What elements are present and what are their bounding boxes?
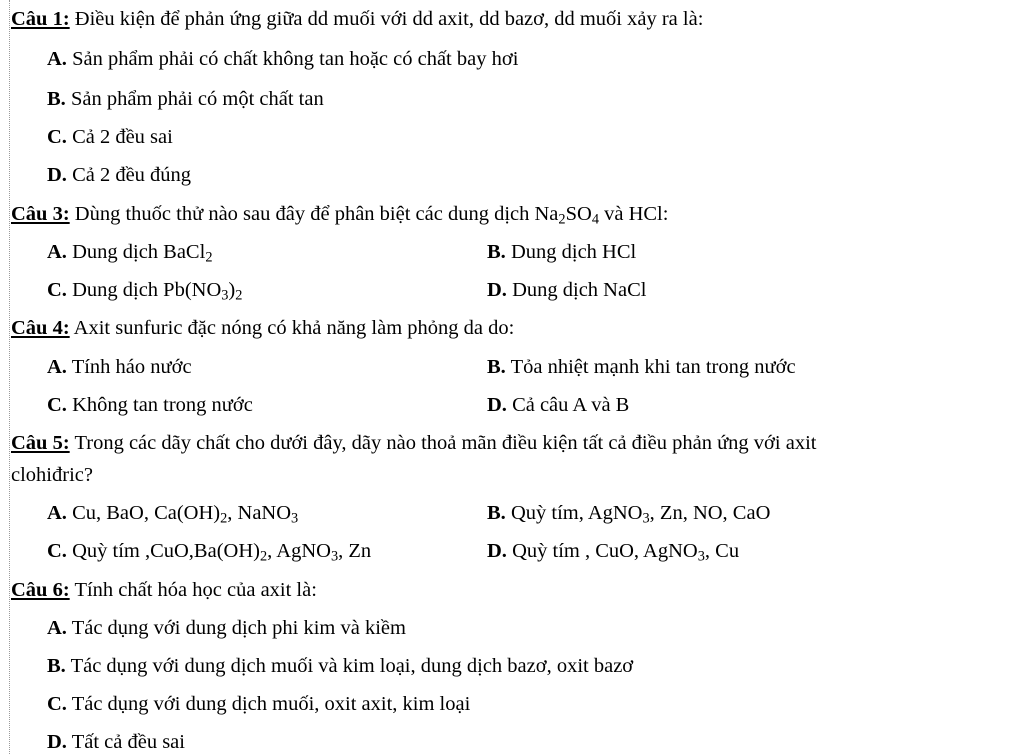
question-text: Dùng thuốc thử nào sau đây để phân biệt các dung dịch $Na_2SO_4$ và HCl: bbox=[74, 203, 669, 228]
question-6-stem bbox=[11, 576, 317, 604]
question-3-stem bbox=[11, 200, 668, 228]
answer-option: D. Cả câu A và B bbox=[487, 394, 630, 416]
answer-option: B. Tác dụng với dung dịch muối và kim loại, dung dịch bazơ, oxit bazơ bbox=[47, 655, 634, 677]
page-margin-line bbox=[9, 0, 10, 754]
answer-option: B. Dung dịch HCl bbox=[487, 241, 637, 263]
answer-option: A. Sản phẩm phải có chất không tan hoặc có chất bay hơi bbox=[47, 48, 519, 70]
answer-option: C. Tác dụng với dung dịch muối, oxit axit, kim loại bbox=[47, 693, 471, 715]
question-text: Điều kiện để phản ứng giữa dd muối với dd axit, dd bazơ, dd muối xảy ra là: bbox=[74, 8, 704, 30]
question-text: Trong các dãy chất cho dưới đây, dãy nào thoả mãn điều kiện tất cả điều phản ứng với axit bbox=[74, 432, 817, 454]
answer-option: C. Không tan trong nước bbox=[47, 394, 253, 416]
answer-option: A. Cu, BaO, $Ca(OH)_2$, NaNO$_3$ bbox=[47, 502, 299, 527]
answer-option: C. Quỳ tím $,CuO,Ba(OH)_2$, AgNO$_3$, Zn bbox=[47, 540, 372, 565]
answer-option: D. Cả 2 đều đúng bbox=[47, 164, 192, 186]
question-number: Câu 3: bbox=[11, 203, 70, 225]
question-text: Axit sunfuric đặc nóng có khả năng làm phỏng da do: bbox=[73, 317, 515, 339]
question-number: Câu 4: bbox=[11, 317, 70, 339]
answer-option: B. Quỳ tím, AgNO$_3$, Zn, NO, CaO bbox=[487, 502, 771, 527]
question-4-stem bbox=[11, 314, 514, 342]
question-text: Tính chất hóa học của axit là: bbox=[74, 579, 317, 601]
answer-option: D. Quỳ tím , CuO, AgNO$_3$, Cu bbox=[487, 540, 740, 565]
answer-option: B. Sản phẩm phải có một chất tan bbox=[47, 88, 324, 110]
answer-option: C. Cả 2 đều sai bbox=[47, 126, 173, 148]
question-5-stem bbox=[11, 429, 816, 457]
answer-option: A. Tính háo nước bbox=[47, 356, 192, 378]
question-number: Câu 5: bbox=[11, 432, 70, 454]
question-1-stem bbox=[11, 5, 703, 33]
answer-option: C. Dung dịch $Pb(NO_3)_2$ bbox=[47, 279, 243, 304]
answer-option: A. Tác dụng với dung dịch phi kim và kiềm bbox=[47, 617, 406, 639]
question-5-stem-continued: clohiđric? bbox=[11, 464, 93, 486]
question-number: Câu 1: bbox=[11, 8, 70, 30]
answer-option: D. Tất cả đều sai bbox=[47, 731, 185, 753]
question-number: Câu 6: bbox=[11, 579, 70, 601]
answer-option: D. Dung dịch NaCl bbox=[487, 279, 647, 301]
answer-option: B. Tỏa nhiệt mạnh khi tan trong nước bbox=[487, 356, 796, 378]
answer-option: A. Dung dịch BaCl$_2$ bbox=[47, 241, 213, 266]
